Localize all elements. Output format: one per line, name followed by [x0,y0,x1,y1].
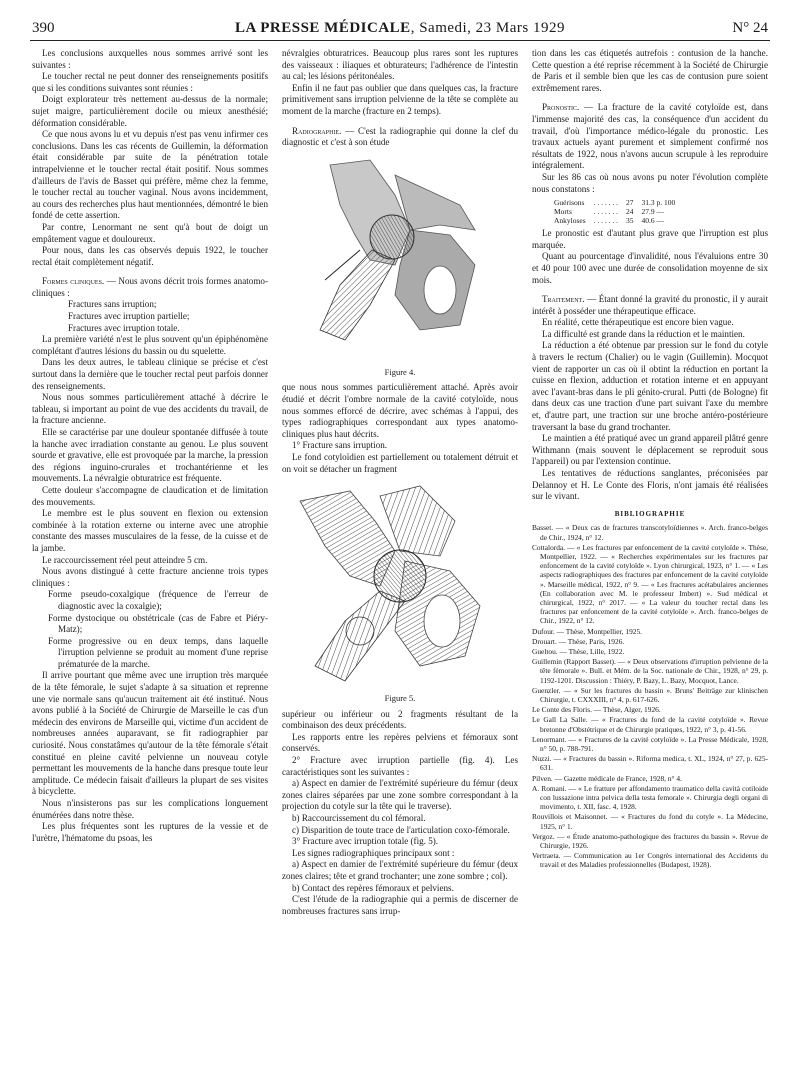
section-pronostic [532,102,768,172]
section-traitement [532,294,768,317]
journal-title [30,20,770,37]
paragraph: La difficulté est grande dans la réduction et le maintien. [542,328,745,339]
bibliography-entry: Basset. — « Deux cas de fractures transcotyloïdiennes ». Arch. franco-belges de Chir., 1924, n° 12. [532,523,768,542]
femur-neck [320,250,395,340]
bibliography-entry: Le Gall La Salle. — « Fractures du fond de la cavité cotyloïde ». Revue bretonne d'Obstétrique et de Chirurgie pratiques, 1922, n° 3, p. 41-56. [532,715,768,734]
issue-number: N° 24 [732,20,768,36]
section-text: — Étant donné la gravité du pronostic, il y aurait intérêt à posséder une thérapeutique efficace. [532,294,768,316]
paragraph: C'est l'étude de la radiographie qui a permis de discerner de nombreuses fractures sans irrup- [282,894,518,916]
column-2 [282,48,518,917]
table-cell: Ankyloses [554,216,586,226]
journal-name: LA PRESSE MÉDICALE [234,20,411,36]
table-cell: 31.3 p. 100 [641,198,676,208]
bibliography-entry: Cottalorda. — « Les fractures par enfoncement de la cavité cotyloïde ». Thèse, Montpellier, 1922. — « Recherches expérimentales sur les fractures par enfoncement de la cavité cotyloïde ». Lyon chirurgical, 1923, n° 1. — « Les aspects radiographiques des fractures par enfoncement de la cavité cotyloïde ». Marseille médical, 1922, n° 9. — « Les fractures acétabulaires anciennes (En collaboration avec M. le professeur Imbert) ». Sud médical et chirurgical, 1922, n° 2017. — « La valeur du toucher rectal dans les fractures par enfoncement de la cavité cotyloïde ». Arch. franco-belges de Chir., 1922, n° 12. [532,542,768,626]
list-item: Fractures sans irruption; [68,299,157,310]
bibliography-entry: Nuzzi. — « Fractures du bassin ». Riforma medica, t. XL, 1924, n° 27, p. 625-631. [532,754,768,773]
list-item: Forme dystocique ou obstétricale (cas de Fabre et Piéry-Matz); [48,612,268,635]
paragraph: Cette douleur s'accompagne de claudication et de limitation des mouvements. [32,484,268,507]
section-text: — La fracture de la cavité cotyloïde est, dans l'immense majorité des cas, la conséquence d'un accident du travail, d'où l'importance médico-légale du pronostic. Les travaux actuels ayant purement et simplement confirmé nos résultats de 1922, nous n'avons aucun scrupule à les reproduire intégralement. [532,102,768,171]
bibliography-entry: Rouvillois et Maisonnet. — « Fractures du fond du cotyle ». La Médecine, 1925, n° 1. [532,812,768,831]
bibliography-entry: Drouart. — Thèse, Paris, 1926. [532,636,625,646]
figure-caption: Figure 4. [384,366,416,377]
table-cell: 27 [626,198,634,208]
bibliography [532,523,768,869]
paragraph: Le maintien a été pratiqué avec un grand appareil plâtré genre Withmann (mais souvent le déplacement se reproduit sous l'appareil) ou par l'extension continue. [532,433,768,467]
paragraph: En réalité, cette thérapeutique est encore bien vague. [542,317,734,328]
paragraph: Les tentatives de réductions sanglantes, préconisées par Delannoy et H. Le Conte des Floris, n'ont jamais été réalisées sur le vivant. [532,468,768,502]
bibliography-entry: A. Romani. — « Le fratture per affondamento traumatico della cavità cotiloide con lussazione intra pelvica della testa femorale ». Chirurgia degli organi di movimento, t. XII, fasc. 4, 1928. [532,783,768,812]
section-heading: Radiographie. [292,125,342,136]
paragraph: Quant au pourcentage d'invalidité, nous l'évaluions entre 30 et 40 pour 100 avec une durée de consolidation moyenne de six mois. [532,251,768,285]
paragraph: Nous avons distingué à cette fracture ancienne trois types cliniques : [32,566,268,588]
paragraph: Doigt explorateur très nettement au-dessus de la normale; sujet maigre, particulièrement docile ou mieux anesthésié; déformation considérable. [32,94,268,128]
table-cell: 24 [626,207,634,217]
section-text: — Nous avons décrit trois formes anatomo-cliniques : [32,276,268,298]
femur-neck [315,591,405,681]
bibliography-entry: Guenzler. — « Sur les fractures du bassin ». Bruns' Beiträge zur klinischen Chirurgie, t. CXXXIII, n° 4, p. 617-626. [532,685,768,705]
paragraph: Elle se caractérise par une douleur spontanée diffusée à toute la hanche avec irradiation constante au genou. Le plus souvent sourde et gravative, elle est provoquée par la marche, la pression des régions inguino-crurales et trochantérienne et les mouvements. La névralgie obturatrice est fréquente. [32,427,268,484]
list-item: Forme pseudo-coxalgique (fréquence de l'erreur de diagnostic avec la coxalgie); [48,589,268,611]
page-header [30,18,770,41]
paragraph: supérieur ou inférieur ou 2 fragments résultant de la combinaison des deux précédents. [282,708,518,731]
column-1 [32,48,268,844]
table-cell: 40.6 — [641,216,665,226]
paragraph: Il arrive pourtant que même avec une irruption très marquée de la tête fémorale, le sujet s'adapte à sa situation et reprenne une vie normale sans qu'aucun traitement ait été institué. Nous avons publié à la Société de Chirurgie de Marseille le cas d'un médecin des environs de Marseille qui, victime d'un accident de nombreuses années auparavant, se fit radiographier par curiosité. Nous constatâmes qu'autour de la tête fémorale s'était constitué en pleine cavité pelvienne un nouveau cotyle permettant les mouvements de la hanche dans presque toute leur amplitude. Ce médecin faisait d'ailleurs la plupart de ses visites à bicyclette. [32,670,268,797]
list-item: Forme progressive ou en deux temps, dans laquelle l'irruption pelvienne se produit au moment d'une reprise prématurée de la marche. [48,635,268,669]
column-3 [532,48,768,871]
table-cell: 27.9 — [641,207,665,217]
section-heading: Traitement. [542,294,585,305]
paragraph: a) Aspect en damier de l'extrémité supérieure du fémur (deux zones claires séparées par une zone sombre correspondant à la projection du cotyle sur la tête qui le traverse). [282,778,518,812]
paragraph: Pour nous, dans les cas observés depuis 1922, le toucher rectal était complètement négatif. [32,245,268,267]
paragraph: Sur les 86 cas où nous avons pu noter l'évolution complète nous constatons : [532,171,768,194]
paragraph: La réduction a été obtenue par pression sur le fond du cotyle à travers le rectum (Chalier) ou le vagin (Guillemin). Mocquot vient de rapporter un cas où il obtint la réduction en portant la cuisse en flexion, adduction et rotation interne et en appuyant avec l'avant-bras dans le pli génito-crural. Putti (de Bologne) fit dans deux cas une traction d'une part suivant l'axe du membre et, d'autre part, une traction sur une broche antéro-postérieure traversant la base du grand trochanter. [532,340,768,432]
page-number: 390 [32,20,55,36]
paragraph: Nous nous sommes particulièrement attaché à décrire le tableau, si important au point de vue des accidents du travail, de la fracture ancienne. [32,392,268,426]
list-item: Fractures avec irruption partielle; [68,311,190,322]
figure-5 [282,481,518,705]
section-radiographie [282,126,518,149]
table-cell: Morts [554,207,572,217]
paragraph: tion dans les cas étiquetés autrefois : contusion de la hanche. Cette question a été reprise récemment à la Société de Chirurgie de Paris et il semble bien que les cas de contusion pure soient extrêmement rares. [532,48,768,93]
paragraph: Le pronostic est d'autant plus grave que l'irruption est plus marquée. [532,228,768,250]
paragraph: Par contre, Lenormant ne sent qu'à bout de doigt un empâtement vague et douloureux. [32,221,268,244]
bibliography-entry: Dufour. — Thèse, Montpellier, 1925. [532,626,642,636]
issue-date: , Samedi, 23 Mars 1929 [410,20,566,36]
bibliography-entry: Pilven. — Gazette médicale de France, 1928, n° 4. [532,773,682,783]
figure-caption: Figure 5. [384,693,416,704]
table-row: Ankyloses . . . . . . . 35 40.6 — [550,216,679,225]
bibliography-entry: Lenormant. — « Fractures de la cavité cotyloïde ». La Presse Médicale, 1928, n° 50, p. 788-791. [532,734,768,754]
bibliography-entry: Vertraeta. — Communication au 1er Congrès international des Accidents du travail et des Maladies professionnelles (Budapest, 1928). [532,851,768,870]
paragraph: Ce que nous avons lu et vu depuis n'est pas venu infirmer ces conclusions. Dans les cas récents de Guillemin, la déformation était considérable par suite de la pénétration totale intrapelvienne et le toucher rectal était positif. Nous sommes d'ailleurs de l'avis de Basset qui préfère, même chez la femme, le toucher rectal au toucher vaginal. Nous avons incidemment, au cours des recherches plus haut mentionnées, démontré le bien fondé de cette assertion. [32,129,268,221]
paragraph: Les conclusions auxquelles nous sommes arrivé sont les suivantes : [32,48,268,70]
bibliography-entry: Gueltou. — Thèse, Lille, 1922. [532,647,625,657]
paragraph: b) Contact des repères fémoraux et pelviens. [292,882,454,893]
pelvis-xray-diagram [290,481,510,691]
paragraph: Les plus fréquentes sont les ruptures de la vessie et de l'urètre, l'hématome du psoas, les [32,821,268,843]
section-heading: Formes cliniques. [42,276,105,287]
figure-4 [282,155,518,379]
paragraph: Nous n'insisterons pas sur les complications longuement énumérées dans notre thèse. [32,798,268,820]
table-cell: Guérisons [554,198,585,208]
paragraph: 1° Fracture sans irruption. [292,440,388,451]
table-cell: 35 [626,216,634,226]
paragraph: 2° Fracture avec irruption partielle (fig. 4). Les caractéristiques sont les suivantes : [282,755,518,777]
obturator-foramen [424,266,456,314]
bibliography-entry: Vergoz. — « Étude anatomo-pathologique des fractures du bassin ». Revue de Chirurgie, 1926. [532,831,768,851]
paragraph: que nous nous sommes particulièrement attaché. Après avoir étudié et décrit l'ombre normale de la cavité cotyloïde, nous nous sommes efforcé de décrire, avec schémas à l'appui, des types radiographiques correspondant aux types anatomo-cliniques plus haut décrits. [282,382,518,439]
bibliography-entry: Le Conte des Floris. — Thèse, Alger, 1926. [532,705,661,715]
paragraph: Les signes radiographiques principaux sont : [292,847,455,858]
outcome-table [550,198,679,225]
paragraph: Dans les deux autres, le tableau clinique se précise et c'est surtout dans la dernière que le toucher rectal peut parfois donner des renseignements. [32,357,268,391]
bibliography-entry: Guillemin (Rapport Basset). — « Deux observations d'irruption pelvienne de la tête fémorale ». Bull. et Mém. de la Soc. nationale de Chir., 1928, n° 29, p. 1192-1201. Discussion : Thiéry, P. Bazy, L. Bazy, Mocquot, Lance. [532,657,768,685]
list-item: Fractures avec irruption totale. [68,322,180,333]
paragraph: Le fond cotyloïdien est partiellement ou totalement détruit et on voit se détacher un fragment [282,451,518,474]
paragraph: a) Aspect en damier de l'extrémité supérieure du fémur (deux zones claires; tête et grand trochanter; une zone sombre ; col). [282,859,518,881]
paragraph: Les rapports entre les repères pelviens et fémoraux sont conservés. [282,731,518,754]
paragraph: Le raccourcissement réel peut atteindre 5 cm. [42,554,208,565]
section-heading: Pronostic. [542,102,580,113]
paragraph: névralgies obturatrices. Beaucoup plus rares sont les ruptures des vaisseaux : iliaques et obturateurs; l'adhérence de l'intestin au cal; les lésions péritonéales. [282,48,518,82]
paragraph: 3° Fracture avec irruption totale (fig. 5). [292,836,439,847]
paragraph: Le membre est le plus souvent en flexion ou extension combinée à la rotation externe ou interne avec une atrophie constante des masses musculaires de la fesse, de la cuisse et de la jambe. [32,508,268,553]
table-row: Morts . . . . . . . 24 27.9 — [550,207,679,216]
section-text: — C'est la radiographie qui donne la clef du diagnostic et c'est à son étude [282,125,518,148]
pelvis-xray-diagram [300,155,500,365]
paragraph: La première variété n'est le plus souvent qu'un épiphénomène complétant d'autres lésions du bassin ou du squelette. [32,334,268,356]
paragraph: c) Disparition de toute trace de l'articulation coxo-fémorale. [292,824,510,835]
paragraph: Enfin il ne faut pas oublier que dans quelques cas, la fracture primitivement sans irruption pelvienne de la tête se complète au moment de la marche (fracture en 2 temps). [282,82,518,116]
paragraph: b) Raccourcissement du col fémoral. [292,813,426,824]
bibliography-title: BIBLIOGRAPHIE [614,509,686,518]
obturator-foramen [424,595,460,647]
table-row: Guérisons . . . . . . . 27 31.3 p. 100 [550,198,679,207]
paragraph: Le toucher rectal ne peut donner des renseignements positifs que si les conditions suivantes sont réunies : [32,71,268,93]
section-formes [32,276,268,299]
